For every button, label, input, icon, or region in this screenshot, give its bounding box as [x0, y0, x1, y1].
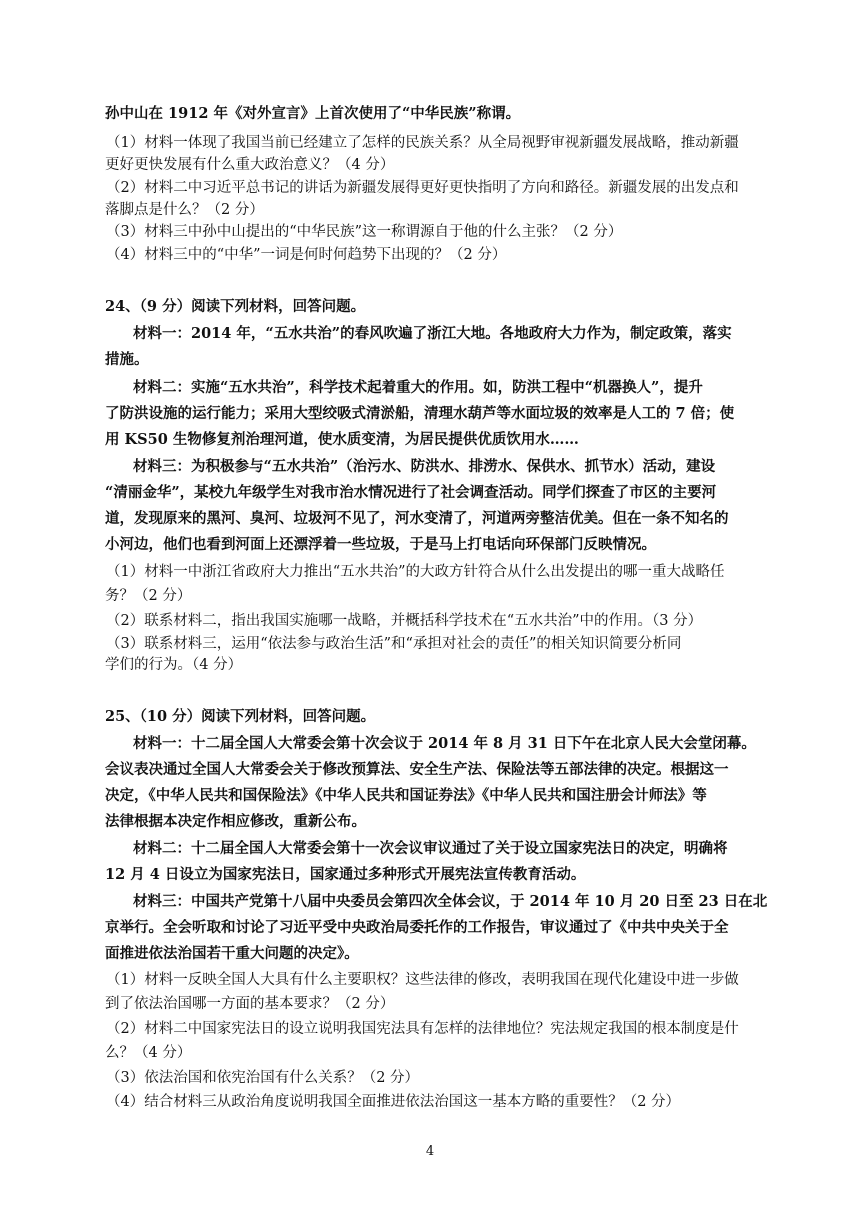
q25-material-2-line-2: 12 月 4 日设立为国家宪法日，国家通过多种形式开展宪法宣传教育活动。: [105, 866, 586, 883]
q25-material-3-line-1: 材料三：中国共产党第十八届中央委员会第四次全体会议，于 2014 年 10 月 20 日至 23 日在北: [133, 893, 768, 910]
q23-item-1-line-1: （1）材料一体现了我国当前已经建立了怎样的民族关系？从全局视野审视新疆发展战略，推动新疆: [106, 135, 739, 151]
q25-item-3: （3）依法治国和依宪治国有什么关系？（2 分）: [106, 1070, 420, 1086]
q23-item-2-line-2: 落脚点是什么？（2 分）: [105, 202, 264, 218]
q24-item-2: （2）联系材料二，指出我国实施哪一战略，并概括科学技术在“五水共治”中的作用。（3 分）: [106, 613, 703, 629]
q25-material-1-line-2: 会议表决通过全国人大常委会关于修改预算法、安全生产法、保险法等五部法律的决定。根据这一: [105, 761, 729, 778]
q24-material-2-line-2: 了防洪设施的运行能力；采用大型绞吸式清淤船，清理水葫芦等水面垃圾的效率是人工的 7 倍；使: [105, 405, 735, 422]
q25-item-4: （4）结合材料三从政治角度说明我国全面推进依法治国这一基本方略的重要性？（2 分）: [106, 1094, 681, 1110]
q23-item-4: （4）材料三中的“中华”一词是何时何趋势下出现的？（2 分）: [106, 247, 507, 263]
q24-item-3-line-1: （3）联系材料三，运用“依法参与政治生活”和“承担对社会的责任”的相关知识简要分析同: [106, 636, 682, 652]
q25-material-2-line-1: 材料二：十二届全国人大常委会第十一次会议审议通过了关于设立国家宪法日的决定，明确将: [133, 840, 728, 857]
q23-item-2-line-1: （2）材料二中习近平总书记的讲话为新疆发展得更好更快指明了方向和路径。新疆发展的出发点和: [106, 180, 739, 196]
intro-line: 孙中山在 1912 年《对外宣言》上首次使用了“中华民族”称谓。: [105, 105, 521, 122]
q24-material-2-line-1: 材料二：实施“五水共治”，科学技术起着重大的作用。如，防洪工程中“机器换人”，提升: [133, 379, 703, 396]
q24-heading: 24、（9 分）阅读下列材料，回答问题。: [105, 298, 366, 315]
q24-item-1-line-2: 务？（2 分）: [105, 588, 192, 604]
q24-item-1-line-1: （1）材料一中浙江省政府大力推出“五水共治”的大政方针符合从什么出发提出的哪一重大战略任: [106, 564, 725, 580]
q24-item-3-line-2: 学们的行为。（4 分）: [105, 657, 243, 673]
q25-material-1-line-1: 材料一：十二届全国人大常委会第十次会议于 2014 年 8 月 31 日下午在北京人民大会堂闭幕。: [133, 735, 756, 752]
q25-material-3-line-2: 京举行。全会听取和讨论了习近平受中央政治局委托作的工作报告，审议通过了《中共中央关于全: [105, 919, 729, 936]
q24-material-1-line-1: 材料一：2014 年，“五水共治”的春风吹遍了浙江大地。各地政府大力作为，制定政策，落实: [133, 325, 732, 342]
q24-material-3-line-3: 道，发现原来的黑河、臭河、垃圾河不见了，河水变清了，河道两旁整洁优美。但在一条不知名的: [105, 510, 729, 527]
q24-material-3-line-1: 材料三：为积极参与“五水共治”（治污水、防洪水、排涝水、保供水、抓节水）活动，建设: [133, 458, 716, 475]
q24-material-1-line-2: 措施。: [105, 351, 149, 368]
q25-material-1-line-3: 决定，《中华人民共和国保险法》《中华人民共和国证券法》《中华人民共和国注册会计师法》等: [105, 787, 707, 804]
q25-heading: 25、（10 分）阅读下列材料，回答问题。: [105, 708, 376, 725]
q25-item-1-line-1: （1）材料一反映全国人大具有什么主要职权？这些法律的修改，表明我国在现代化建设中进一步做: [106, 972, 739, 988]
q24-material-3-line-2: “清丽金华”，某校九年级学生对我市治水情况进行了社会调查活动。同学们探查了市区的主要河: [105, 484, 717, 501]
q24-material-2-line-3: 用 KS50 生物修复剂治理河道，使水质变清，为居民提供优质饮用水……: [105, 431, 579, 448]
q25-item-2-line-2: 么？（4 分）: [105, 1045, 192, 1061]
q23-item-1-line-2: 更好更快发展有什么重大政治意义？（4 分）: [105, 157, 395, 173]
page-number: 4: [425, 1144, 435, 1159]
q25-material-3-line-3: 面推进依法治国若干重大问题的决定》。: [105, 945, 359, 962]
q25-material-1-line-4: 法律根据本决定作相应修改，重新公布。: [105, 813, 366, 830]
q25-item-2-line-1: （2）材料二中国家宪法日的设立说明我国宪法具有怎样的法律地位？宪法规定我国的根本制度是什: [106, 1021, 739, 1037]
q23-item-3: （3）材料三中孙中山提出的“中华民族”这一称谓源自于他的什么主张？（2 分）: [106, 224, 623, 240]
q25-item-1-line-2: 到了依法治国哪一方面的基本要求？（2 分）: [105, 996, 395, 1012]
q24-material-3-line-4: 小河边，他们也看到河面上还漂浮着一些垃圾，于是马上打电话向环保部门反映情况。: [105, 536, 656, 553]
